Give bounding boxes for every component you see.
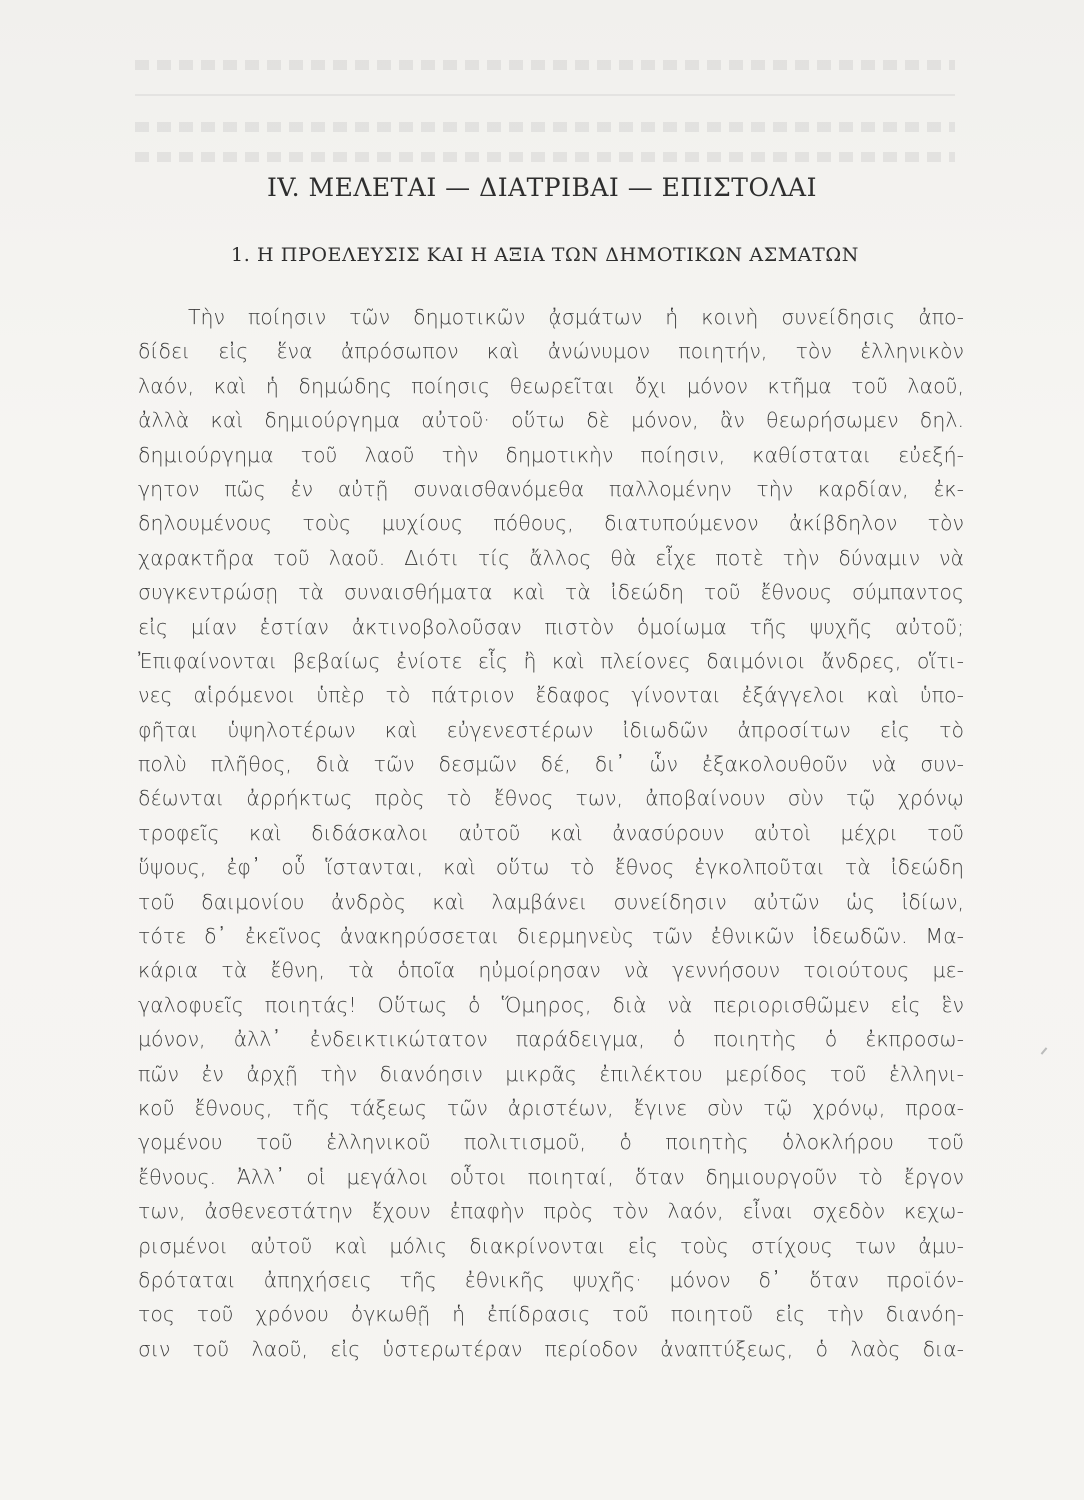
text-line: κάρια τὰ ἔθνη, τὰ ὁποῖα ηὐμοίρησαν νὰ γεννήσουν τοιούτους με- [138, 958, 964, 983]
text-line: Ἐπιφαίνονται βεβαίως ἐνίοτε εἷς ἢ καὶ πλείονες δαιμόνιοι ἄνδρες, οἵτι- [138, 648, 964, 673]
text-line: μόνον, ἀλλ᾽ ἐνδεικτικώτατον παράδειγμα, ὁ ποιητὴς ὁ ἐκπροσω- [138, 1027, 964, 1052]
text-line: νες αἱρόμενοι ὑπὲρ τὸ πάτριον ἔδαφος γίνονται ἐξάγγελοι καὶ ὑπο- [138, 683, 964, 708]
text-line: σιν τοῦ λαοῦ, εἰς ὑστερωτέραν περίοδον ἀναπτύξεως, ὁ λαὸς δια- [138, 1336, 964, 1361]
text-line: δέωνται ἀρρήκτως πρὸς τὸ ἔθνος των, ἀποβαίνουν σὺν τῷ χρόνῳ [138, 786, 964, 811]
section-heading: 1. Η ΠΡΟΕΛΕΥΣΙΣ ΚΑΙ Η ΑΞΙΑ ΤΩΝ ΔΗΜΟΤΙΚΩΝ ΑΣΜΑΤΩΝ [231, 244, 859, 266]
text-line: γαλοφυεῖς ποιητάς! Οὕτως ὁ Ὅμηρος, διὰ νὰ περιορισθῶμεν εἰς ἓν [138, 992, 964, 1017]
margin-mark [1041, 1047, 1048, 1054]
text-line: γομένου τοῦ ἑλληνικοῦ πολιτισμοῦ, ὁ ποιητὴς ὁλοκλήρου τοῦ [138, 1130, 964, 1155]
text-line: δίδει εἰς ἕνα ἀπρόσωπον καὶ ἀνώνυμον ποιητήν, τὸν ἑλληνικὸν [138, 339, 964, 364]
text-line: τροφεῖς καὶ διδάσκαλοι αὐτοῦ καὶ ἀνασύρουν αὐτοὶ μέχρι τοῦ [138, 820, 964, 845]
chapter-heading: IV. ΜΕΛΕΤΑΙ — ΔΙΑΤΡΙΒΑΙ — ΕΠΙΣΤΟΛΑΙ [267, 173, 817, 202]
text-line: τος τοῦ χρόνου ὀγκωθῇ ἡ ἐπίδρασις τοῦ ποιητοῦ εἰς τὴν διανόη- [138, 1302, 964, 1327]
text-line: γητον πῶς ἐν αὐτῇ συναισθανόμεθα παλλομένην τὴν καρδίαν, ἐκ- [138, 476, 964, 501]
text-line: ἀλλὰ καὶ δημιούργημα αὐτοῦ· οὕτω δὲ μόνον, ἂν θεωρήσωμεν δηλ. [138, 408, 964, 433]
text-line: πῶν ἐν ἀρχῇ τὴν διανόησιν μικρᾶς ἐπιλέκτου μερίδος τοῦ ἑλληνι- [138, 1061, 964, 1086]
text-line: λαόν, καὶ ἡ δημώδης ποίησις θεωρεῖται ὄχι μόνον κτῆμα τοῦ λαοῦ, [138, 373, 964, 398]
text-line: δηλουμένους τοὺς μυχίους πόθους, διατυπούμενον ἀκίβδηλον τὸν [138, 511, 964, 536]
ghost-line [135, 122, 955, 132]
text-line: των, ἀσθενεστάτην ἔχουν ἐπαφὴν πρὸς τὸν λαόν, εἶναι σχεδὸν κεχω- [138, 1199, 964, 1224]
text-line: δημιούργημα τοῦ λαοῦ τὴν δημοτικὴν ποίησιν, καθίσταται εὐεξή- [138, 442, 964, 467]
show-through-text [135, 60, 955, 190]
text-line: τότε δ᾽ ἐκεῖνος ἀνακηρύσσεται διερμηνεὺς τῶν ἐθνικῶν ἰδεωδῶν. Μα- [138, 924, 964, 949]
text-line: ρισμένοι αὐτοῦ καὶ μόλις διακρίνονται εἰς τοὺς στίχους των ἀμυ- [138, 1233, 964, 1258]
text-line: τοῦ δαιμονίου ἀνδρὸς καὶ λαμβάνει συνείδησιν αὐτῶν ὡς ἰδίων, [138, 889, 964, 914]
text-line: Τὴν ποίησιν τῶν δημοτικῶν ᾀσμάτων ἡ κοινὴ συνείδησις ἀπο- [188, 305, 964, 329]
text-line: ἔθνους. Ἀλλ᾽ οἱ μεγάλοι οὗτοι ποιηταί, ὅταν δημιουργοῦν τὸ ἔργον [138, 1164, 964, 1189]
text-line: φῆται ὑψηλοτέρων καὶ εὐγενεστέρων ἰδιωδῶν ἀπροσίτων εἰς τὸ [138, 717, 964, 742]
text-line: δρόταται ἀπηχήσεις τῆς ἐθνικῆς ψυχῆς· μόνον δ᾽ ὅταν προϊόν- [138, 1267, 964, 1292]
text-line: συγκεντρώσῃ τὰ συναισθήματα καὶ τὰ ἰδεώδη τοῦ ἔθνους σύμπαντος [138, 580, 964, 605]
ghost-line [135, 152, 955, 162]
ghost-rule [135, 94, 955, 96]
text-line: χαρακτῆρα τοῦ λαοῦ. Διότι τίς ἄλλος θὰ εἶχε ποτὲ τὴν δύναμιν νὰ [138, 545, 964, 570]
text-line: εἰς μίαν ἑστίαν ἀκτινοβολοῦσαν πιστὸν ὁμοίωμα τῆς ψυχῆς αὐτοῦ; [138, 614, 964, 639]
ghost-line [135, 60, 955, 70]
body-paragraph [138, 300, 964, 1366]
text-line: ὕψους, ἐφ᾽ οὗ ἵστανται, καὶ οὕτω τὸ ἔθνος ἐγκολποῦται τὰ ἰδεώδη [138, 855, 964, 880]
text-line: κοῦ ἔθνους, τῆς τάξεως τῶν ἀριστέων, ἔγινε σὺν τῷ χρόνῳ, προα- [138, 1095, 964, 1120]
text-line: πολὺ πλῆθος, διὰ τῶν δεσμῶν δέ, δι᾽ ὧν ἐξακολουθοῦν νὰ συν- [138, 752, 964, 777]
